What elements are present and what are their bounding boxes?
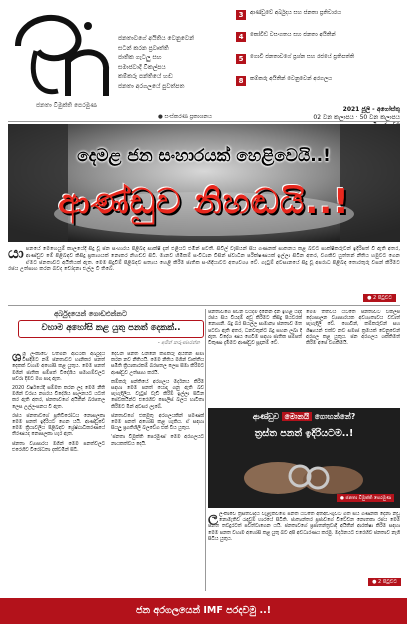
feature-article[interactable] — [8, 310, 204, 590]
paragraph: ජනතා ව්‍යාපාරය මගින් මෙම පනත්වලට එරෙහිව විරෝධතා දක්වමින් සිටී. — [12, 441, 105, 453]
feature-column-1 — [12, 352, 105, 590]
index-page-number: 4 — [236, 32, 246, 42]
index-item[interactable] — [236, 54, 400, 76]
headline-main: ආණ්ඩුව නිහඬයි..! — [58, 182, 350, 222]
column-divider — [205, 309, 206, 591]
photo-caption: ● ජනතා විමුක්ති පෙරමුණ — [337, 494, 394, 502]
paragraph: දෙවන පනත වන්නේ කම්කරු අයිතීන් සීමා කරන නව නීතියයි. මෙම නීතිය මගින් වෘත්තීය සමිති ක්‍රියාකාරකම් බරපතල ලෙස සීමා කිරීමට ආණ්ඩුව උත්සාහ කරයි. — [111, 352, 204, 376]
article-column-a: ජනතාවගේ ජීවන වියදම දිනෙන් දින ඉහළ යද්දී රජය සිය වියදම් අඩු කිරීමට කිසිදු පියවරක් නොගනී. බදු බර සියල්ල සාමාන්‍ය ජනතාව මත පටවා ඇති අතර, ධනවතුන්ට බදු සහන ලබා දී ඇත. විදේශ ණය ගෙවීම සඳහා ජාතික සම්පත් විකුණා දැමීමට ආණ්ඩුව සූදානම් වේ. — [208, 310, 302, 347]
index-item[interactable] — [236, 10, 400, 32]
paragraph: ශශ්‍රී ලංකාවේ වත්මන් ආර්ථික අර්බුදය විසඳීමට නම් ජනතාවට හානිකර පනත් දෙකක් වහාම අහෝසි කළ යුතුය. මෙම පනත් මගින් ජාතික සම්පත් විදේශීය සමාගම්වලට පවරා දීමට මග පාදා ඇත. — [12, 352, 105, 382]
paragraph: කම්කරු පන්තියේ අරගලය මර්දනය කිරීම සඳහා මෙම පනත් යොදා ගනු ඇති බව පැහැදිලිය. වැටුප් වැඩි කිරීම් ඉල්ලා සිටින සේවකයින්ට එරෙහිව පොලිස් බලය භාවිතා කිරීමට මින් අවසර ලැබේ. — [111, 379, 204, 410]
secondary-story-title: ආණ්ඩුව මොනයි ගොහන්නේ? — [252, 412, 356, 421]
divider — [8, 121, 400, 122]
secondary-story-subtitle: ත්‍රස්ත පනත් ඉදිරියටම..! — [254, 428, 354, 439]
feature-column-2 — [111, 352, 204, 590]
feature-title: වහාම අහෝසි කළ යුතු පනත් දෙකක්.. — [18, 320, 204, 338]
masthead-slogan: ජනතාවගේ අයිතිය වෙනුවෙන් සටන් කරන ප්‍රවෘත්ති ජාතික ගැටලු සහ සමාජවාදී විකල්පය කම්කරු පන්තියේ හඬ ජනතා අරගලයේ පුවත්පත — [118, 35, 195, 90]
article-column-b: මෙම තත්වය යටතේ ජනතාවට විකල්ප දේශපාලන ව්‍යාපාරයක අවශ්‍යතාවය වඩාත් පැහැදිලි වේ. ගොවීන්, කම්කරුවන් සහ ශිෂ්‍යයන් එක්ව නව සමාජ ක්‍රමයක් වෙනුවෙන් අරගල කළ යුතුය. ජන අරගලය ශක්තිමත් කිරීම අපේ වගකීමයි. — [306, 310, 400, 347]
logo-swirl-icon — [8, 6, 116, 106]
drop-cap: ල — [208, 512, 218, 525]
index-item-text: ගොවි ජනතාවගේ ප්‍රශ්න සහ රජයේ ප්‍රතිපත්ති — [250, 54, 355, 60]
feature-byline: - අජිත් කරුණාරත්න — [157, 340, 200, 346]
secondary-story-box[interactable] — [208, 408, 400, 508]
paragraph: 2020 වර්ෂයේදී සම්මත කරන ලද මෙම නීති මගින් වරාය නගරය විදේශීය පාලනයට යටත් කර ඇති අතර, ජනතාවගේ අයිතීන් බරපතල ලෙස උල්ලංඝනය වී ඇත. — [12, 386, 105, 410]
lead-story[interactable] — [8, 246, 400, 302]
page-index — [236, 10, 400, 98]
secondary-story-body: ල ලංකාවේ ත්‍රස්තවාදය වැළැක්වීමේ පනත යටතේ අත්අඩංගුවට ගත් සිය ගණනක් දෙනා නඩු නොමැතිව රැඳවුම් භාරයේ සිටිති. ජාත්‍යන්තර ප්‍රජාවගේ විවේචන නොතකා රජය මෙම පනත තවදුරටත් පවත්වාගෙන යයි. ජනතාවගේ ප්‍රජාතන්ත්‍රවාදී අයිතීන් ආරක්ෂා කිරීම සඳහා මෙම පනත වහාම අහෝසි කළ යුතු බව අපි අවධාරණය කරමු. මර්දනයට එරෙහිව ජනතාව නැගී සිටිය යුතුය. — [208, 512, 400, 542]
divider — [8, 305, 400, 306]
index-page-number: 3 — [236, 10, 246, 20]
paragraph: ජනතාවගේ එකමුතු අරගලයකින් පමණක් මෙම පනත් අහෝසි කළ හැකිය. ඒ සඳහා සියලු ප්‍රගතිශීලී බලවේග එක් විය යුතුය. — [111, 413, 204, 432]
index-item[interactable] — [236, 76, 400, 98]
headline-banner[interactable] — [8, 124, 400, 242]
drop-cap: ශ — [12, 352, 22, 365]
drop-cap: යා — [8, 244, 24, 262]
lead-story-body: යා පනයේ මෙහෙයුම් කාලයේදී සිදු වූ ජන සංහාරය පිළිබඳ සාක්ෂි දැන් එළියට එමින් පවතී. සිවිල් වැසියන් සිය ගණනක් ඝාතනය කළ බවට සාක්ෂිකරුවන් ඉදිරිපත් වී ඇති අතර, ආණ්ඩුව මේ පිළිබඳව කිසිදු ප්‍රකාශයක් නොකර නිහඬව සිටී. මානව හිමිකම් සංවිධාන විසින් ස්වාධීන පරීක්ෂණයක් ඉල්ලා සිටින අතර, වගකිව යුත්තන් නීතිය හමුවට ගෙන ඒමට ජනතාවට අයිතියක් ඇත. මෙම සිදුවීම් පිළිබඳව සත්‍යය හෙළි කිරීම ජාතික සංහිඳියාවට අත්‍යවශ්‍ය වේ. ගැටුම් අවසානයේ සිදු වූ අපරාධ පිළිබඳ තොරතුරු වසන් කිරීමට රජය උත්සාහ කරන බවද චෝදනා එල්ල වී තිබේ. — [8, 244, 400, 273]
index-page-number: 5 — [236, 54, 246, 64]
continued-label[interactable]: ● 2 පිටුවට — [363, 294, 396, 302]
handcuffs-photo — [208, 408, 400, 508]
logo-tagline: ජනතා විමුක්ති පෙරමුණ — [36, 102, 97, 109]
paragraph: 'ජනතා විමුක්ති පෙරමුණ' මෙම අරගලයට නායකත්වය දෙයි. — [111, 435, 204, 447]
index-item-text: කම්කරු අයිතීන් වෙනුවෙන් අරගලය — [250, 76, 333, 82]
feature-kicker: අර්බුදයෙන් ගොඩඑන්නට — [54, 310, 127, 318]
issue-number: 02 වන කලාපය · 50 වන කලාපය — [313, 114, 400, 121]
paragraph: රජය ජනතාවගේ ප්‍රතිවිරෝධය නොසලකා මෙම පනත් ඉදිරියට ගෙන යයි. ආණ්ඩුවේ මෙම ක්‍රියාවලිය පිළිබඳව ශ්‍රේෂ්ඨාධිකරණයේ තීරණයද නොසලකා හැර ඇත. — [12, 413, 105, 438]
continued-label[interactable]: ● 2 පිටුවට — [368, 578, 401, 586]
footer-banner — [0, 598, 407, 624]
masthead — [8, 6, 400, 124]
index-item[interactable] — [236, 32, 400, 54]
headline-top: දෙමළ ජන සංහාරයක් හෙළිවෙයි..! — [77, 146, 331, 166]
index-item-text: කෝවිඩ් වසංගතය සහ ජනතා අයිතීන් — [250, 32, 336, 38]
index-page-number: 8 — [236, 76, 246, 86]
publisher-line: ● සංස්කරණ ප්‍රකාශනය — [158, 114, 212, 120]
newspaper-logo — [8, 6, 116, 118]
issue-date: 2021 ජූලි - අගෝස්තු — [342, 106, 400, 113]
footer-slogan: ජන අරගලයෙන් IMF පරදවමු ..! — [135, 605, 272, 616]
index-item-text: ආණ්ඩුවේ අර්බුදය සහ ජනතා ප්‍රතිචාරය — [250, 10, 342, 16]
